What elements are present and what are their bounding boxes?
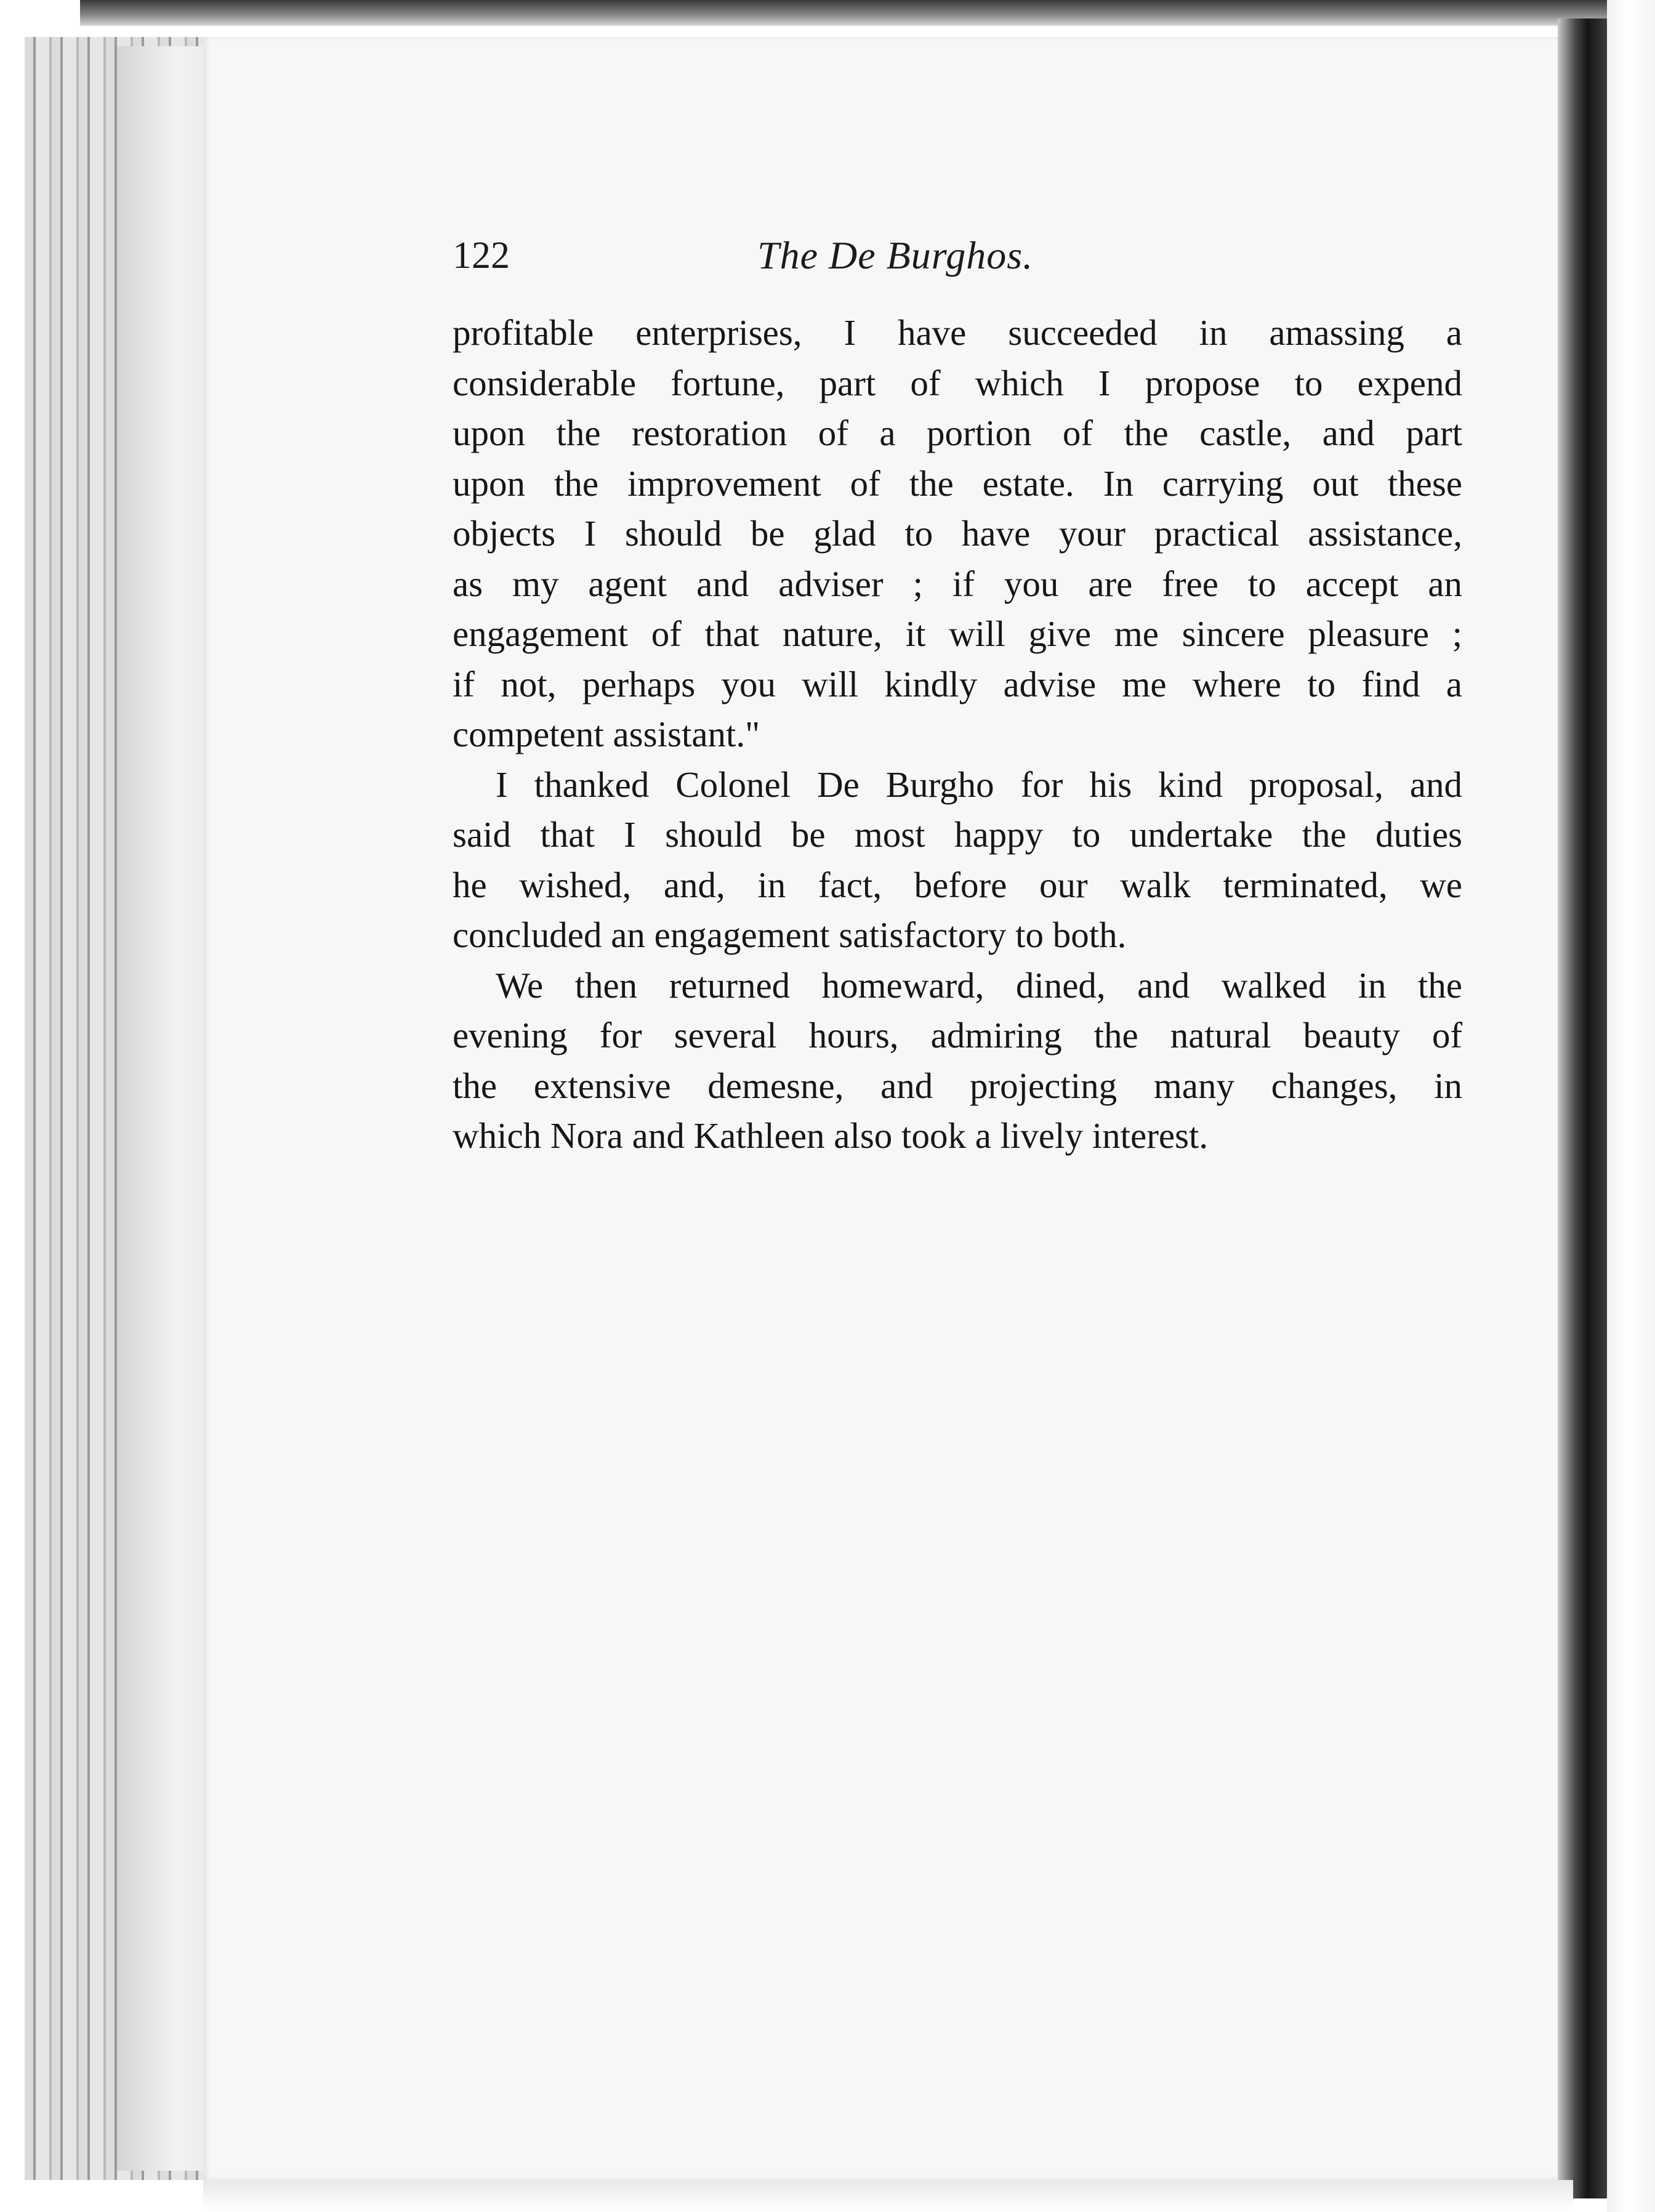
text-line: objects I should be glad to have your practical assistance, bbox=[453, 513, 1462, 554]
scanner-top-shadow bbox=[80, 0, 1644, 26]
binding-gutter bbox=[1558, 18, 1607, 2198]
text-line: the extensive demesne, and projecting many changes, in bbox=[453, 1065, 1462, 1106]
text-line: which Nora and Kathleen also took a lively interest. bbox=[453, 1115, 1209, 1156]
text-line: competent assistant." bbox=[453, 714, 760, 754]
text-line: if not, perhaps you will kindly advise me where to find a bbox=[453, 663, 1462, 704]
paragraph-3 bbox=[453, 961, 1462, 1161]
running-title: The De Burghos. bbox=[757, 233, 1034, 277]
text-line: profitable enterprises, I have succeeded in amassing a bbox=[453, 312, 1462, 353]
text-line: said that I should be most happy to undertake the duties bbox=[453, 814, 1462, 855]
text-line: upon the improvement of the estate. In carrying out these bbox=[453, 462, 1462, 504]
running-head bbox=[453, 225, 1475, 286]
text-line: concluded an engagement satisfactory to both. bbox=[453, 914, 1127, 955]
page-number: 122 bbox=[453, 235, 510, 276]
text-line: upon the restoration of a portion of the castle, and part bbox=[453, 413, 1462, 453]
paragraph-2 bbox=[453, 760, 1462, 961]
text-line: he wished, and, in fact, before our walk terminated, we bbox=[453, 864, 1462, 905]
text-line: engagement of that nature, it will give me sincere pleasure ; bbox=[453, 613, 1462, 654]
page-bottom-edge bbox=[203, 2180, 1573, 2212]
text-line: We then returned homeward, dined, and walked in the bbox=[496, 964, 1462, 1006]
facing-page-edge bbox=[1607, 0, 1655, 2212]
paragraph-1 bbox=[453, 308, 1462, 760]
body-text bbox=[453, 308, 1462, 1161]
text-line: as my agent and adviser ; if you are free to accept an bbox=[453, 563, 1462, 604]
text-line: considerable fortune, part of which I propose to expend bbox=[453, 362, 1462, 403]
text-line: evening for several hours, admiring the natural beauty of bbox=[453, 1015, 1462, 1056]
text-line: I thanked Colonel De Burgho for his kind proposal, and bbox=[496, 764, 1462, 805]
